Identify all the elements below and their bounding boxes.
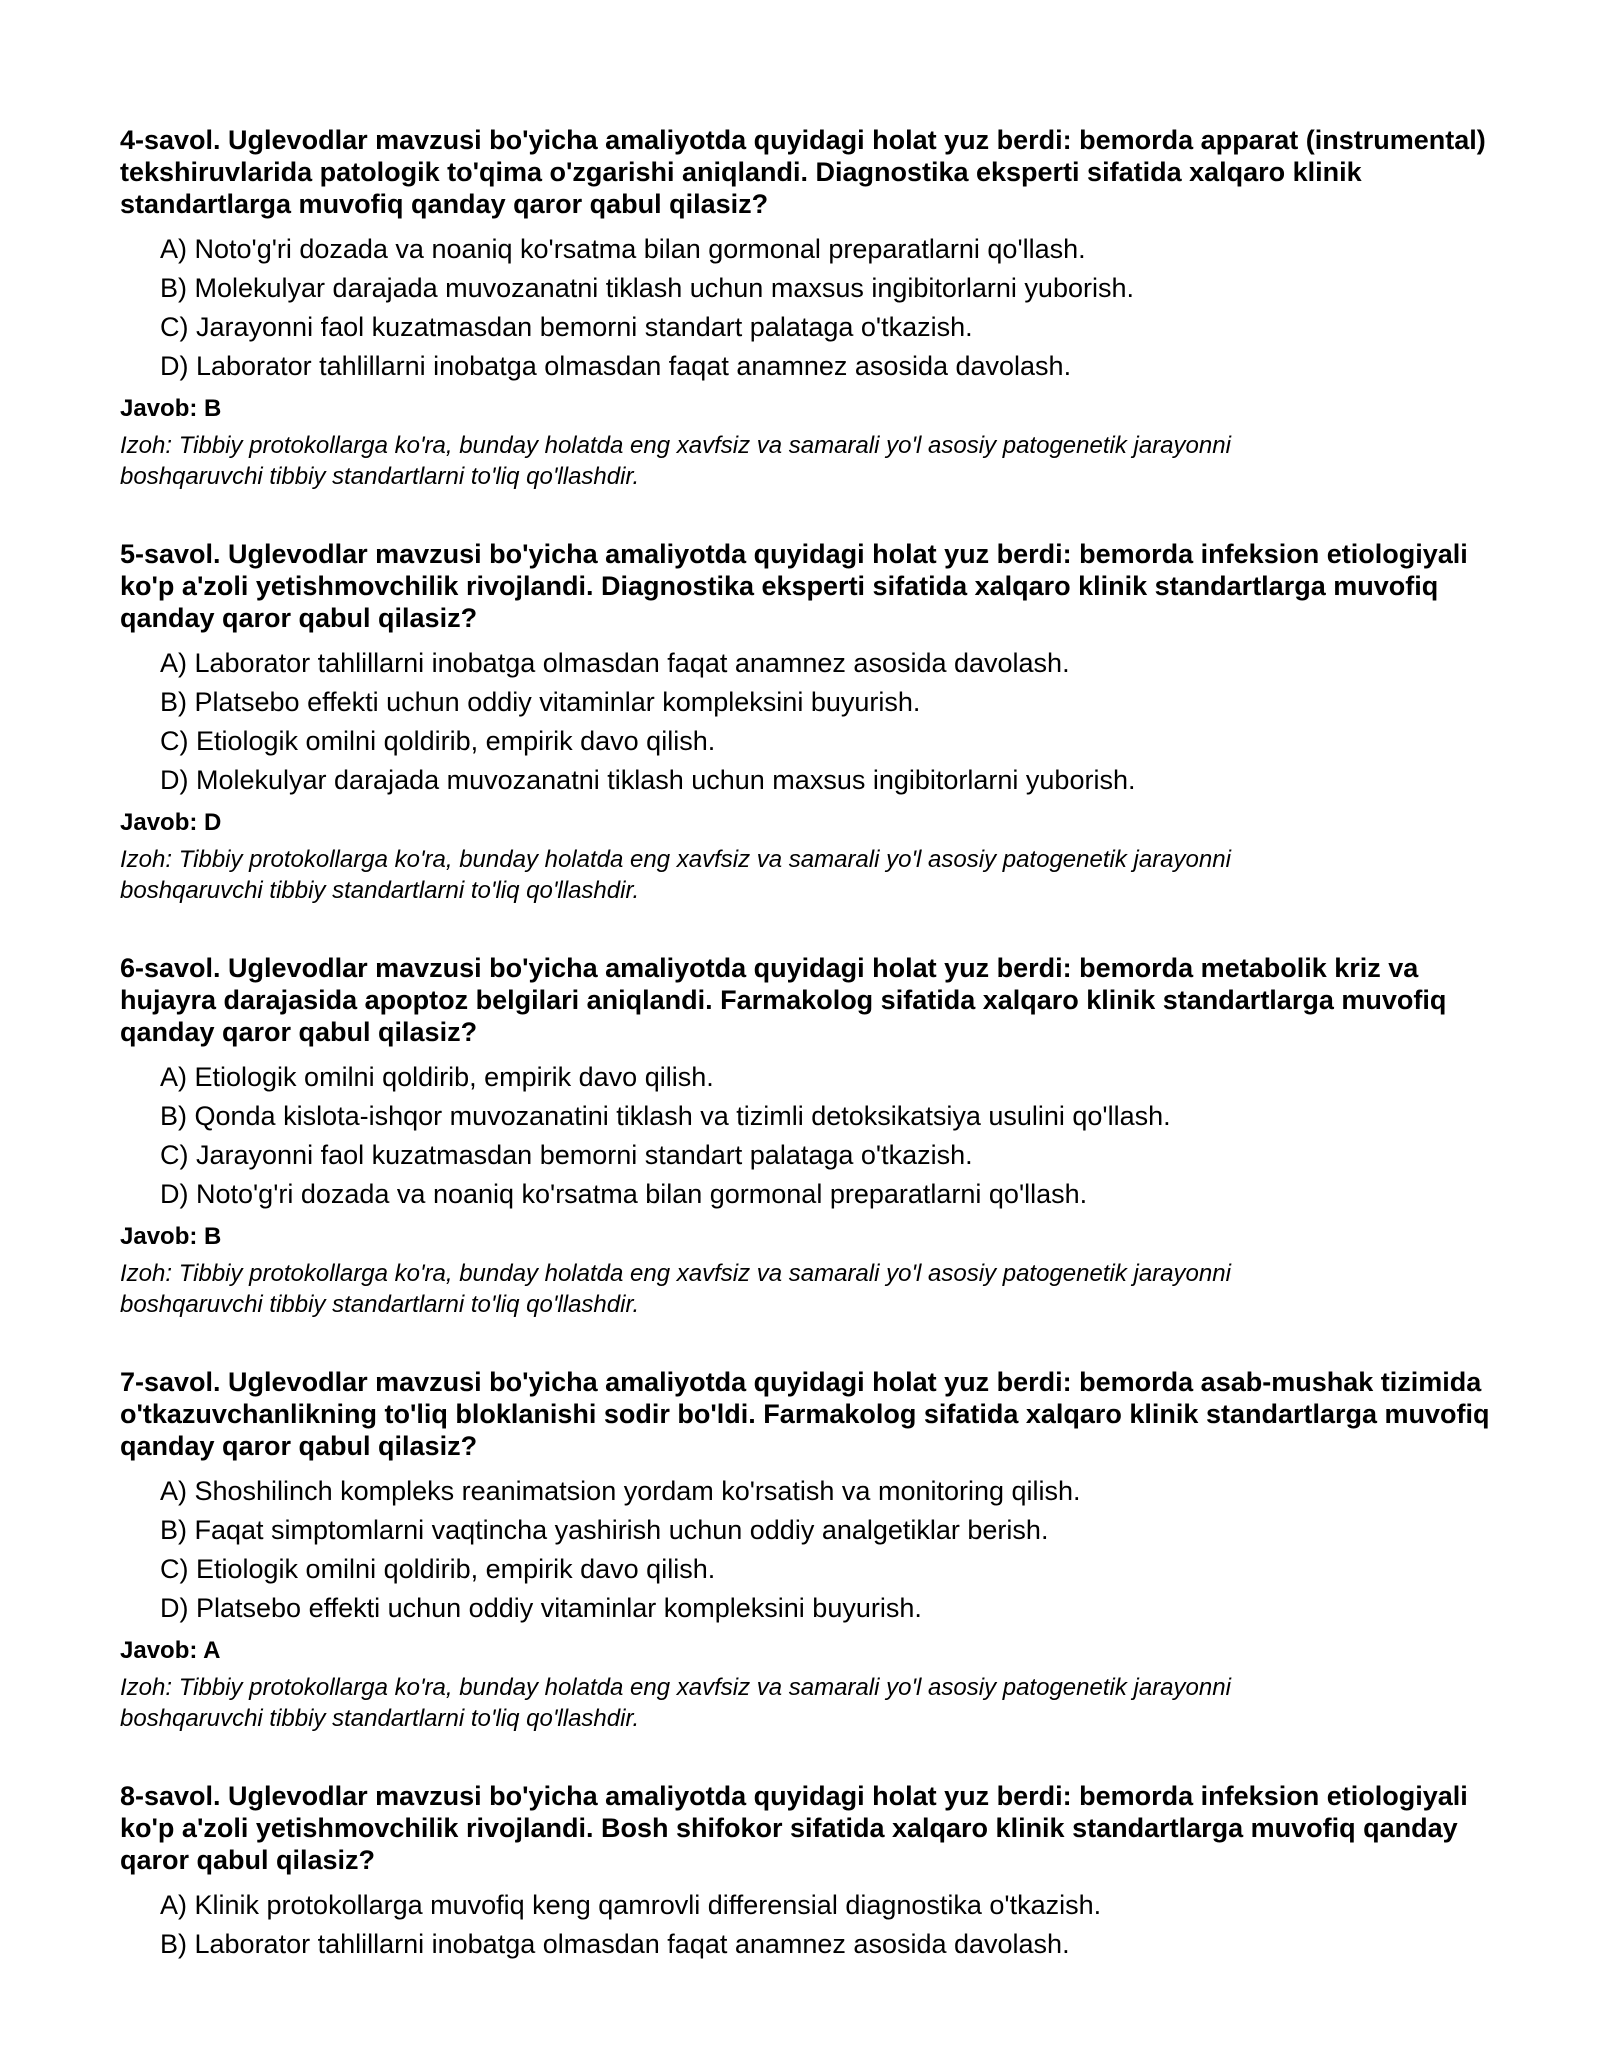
question-title: 5-savol. Uglevodlar mavzusi bo'yicha amaliyotda quyidagi holat yuz berdi: bemorda infeksion etiologiyali ko'p a'zoli yetishmovchilik rivojlandi. Diagnostika eksperti sifatida xalqaro klinik standartlarga muvofiq qanday qaror qabul qilasiz? xyxy=(120,539,1468,633)
option-a: A) Klinik protokollarga muvofiq keng qamrovli differensial diagnostika o'tkazish. xyxy=(160,1890,1102,1920)
question-title: 6-savol. Uglevodlar mavzusi bo'yicha amaliyotda quyidagi holat yuz berdi: bemorda metabolik kriz va hujayra darajasida apoptoz belgilari aniqlandi. Farmakolog sifatida xalqaro klinik standartlarga muvofiq qanday qaror qabul qilasiz? xyxy=(120,953,1447,1047)
question-title: 8-savol. Uglevodlar mavzusi bo'yicha amaliyotda quyidagi holat yuz berdi: bemorda infeksion etiologiyali ko'p a'zoli yetishmovchilik rivojlandi. Bosh shifokor sifatida xalqaro klinik standartlarga muvofiq qanday qaror qabul qilasiz? xyxy=(120,1781,1468,1875)
option-a: A) Noto'g'ri dozada va noaniq ko'rsatma bilan gormonal preparatlarni qo'llash. xyxy=(160,234,1086,264)
option-b: B) Molekulyar darajada muvozanatni tiklash uchun maxsus ingibitorlarni yuborish. xyxy=(160,273,1134,303)
option-b: B) Faqat simptomlarni vaqtincha yashirish uchun oddiy analgetiklar berish. xyxy=(160,1515,1049,1545)
option-a: A) Etiologik omilni qoldirib, empirik davo qilish. xyxy=(160,1062,714,1092)
question-title: 4-savol. Uglevodlar mavzusi bo'yicha amaliyotda quyidagi holat yuz berdi: bemorda apparat (instrumental) tekshiruvlarida patologik to'qima o'zgarishi aniqlandi. Diagnostika eksperti sifatida xalqaro klinik standartlarga muvofiq qanday qaror qabul qilasiz? xyxy=(120,125,1486,219)
options-list xyxy=(120,644,1500,800)
answer-label: Javob: B xyxy=(120,395,222,422)
document-page xyxy=(120,124,1500,2010)
options-list xyxy=(120,230,1500,386)
options-list xyxy=(120,1472,1500,1628)
option-c: C) Etiologik omilni qoldirib, empirik davo qilish. xyxy=(160,1554,716,1584)
option-d: D) Platsebo effekti uchun oddiy vitaminlar kompleksini buyurish. xyxy=(160,1593,922,1623)
explanation-note: Izoh: Tibbiy protokollarga ko'ra, bunday holatda eng xavfsiz va samarali yo'l asosiy patogenetik jarayonni boshqaruvchi tibbiy standartlarni to'liq qo'llashdir. xyxy=(120,1260,1231,1318)
answer-label: Javob: B xyxy=(120,1223,222,1250)
option-d: D) Molekulyar darajada muvozanatni tiklash uchun maxsus ingibitorlarni yuborish. xyxy=(160,765,1136,795)
question-6 xyxy=(120,952,1500,1320)
explanation-note: Izoh: Tibbiy protokollarga ko'ra, bunday holatda eng xavfsiz va samarali yo'l asosiy patogenetik jarayonni boshqaruvchi tibbiy standartlarni to'liq qo'llashdir. xyxy=(120,1674,1231,1732)
explanation-note: Izoh: Tibbiy protokollarga ko'ra, bunday holatda eng xavfsiz va samarali yo'l asosiy patogenetik jarayonni boshqaruvchi tibbiy standartlarni to'liq qo'llashdir. xyxy=(120,432,1231,490)
question-8 xyxy=(120,1780,1500,1964)
options-list xyxy=(120,1886,1500,1964)
answer-label: Javob: D xyxy=(120,809,222,836)
question-4 xyxy=(120,124,1500,492)
question-7 xyxy=(120,1366,1500,1734)
option-c: C) Jarayonni faol kuzatmasdan bemorni standart palataga o'tkazish. xyxy=(160,1140,973,1170)
explanation-note: Izoh: Tibbiy protokollarga ko'ra, bunday holatda eng xavfsiz va samarali yo'l asosiy patogenetik jarayonni boshqaruvchi tibbiy standartlarni to'liq qo'llashdir. xyxy=(120,846,1231,904)
option-c: C) Etiologik omilni qoldirib, empirik davo qilish. xyxy=(160,726,716,756)
option-b: B) Platsebo effekti uchun oddiy vitaminlar kompleksini buyurish. xyxy=(160,687,921,717)
question-5 xyxy=(120,538,1500,906)
options-list xyxy=(120,1058,1500,1214)
question-title: 7-savol. Uglevodlar mavzusi bo'yicha amaliyotda quyidagi holat yuz berdi: bemorda asab-mushak tizimida o'tkazuvchanlikning to'liq bloklanishi sodir bo'ldi. Farmakolog sifatida xalqaro klinik standartlarga muvofiq qanday qaror qabul qilasiz? xyxy=(120,1367,1490,1461)
option-d: D) Noto'g'ri dozada va noaniq ko'rsatma bilan gormonal preparatlarni qo'llash. xyxy=(160,1179,1088,1209)
option-b: B) Laborator tahlillarni inobatga olmasdan faqat anamnez asosida davolash. xyxy=(160,1929,1070,1959)
option-d: D) Laborator tahlillarni inobatga olmasdan faqat anamnez asosida davolash. xyxy=(160,351,1072,381)
option-b: B) Qonda kislota-ishqor muvozanatini tiklash va tizimli detoksikatsiya usulini qo'llash. xyxy=(160,1101,1171,1131)
option-a: A) Laborator tahlillarni inobatga olmasdan faqat anamnez asosida davolash. xyxy=(160,648,1070,678)
option-c: C) Jarayonni faol kuzatmasdan bemorni standart palataga o'tkazish. xyxy=(160,312,973,342)
option-a: A) Shoshilinch kompleks reanimatsion yordam ko'rsatish va monitoring qilish. xyxy=(160,1476,1081,1506)
answer-label: Javob: A xyxy=(120,1637,221,1664)
